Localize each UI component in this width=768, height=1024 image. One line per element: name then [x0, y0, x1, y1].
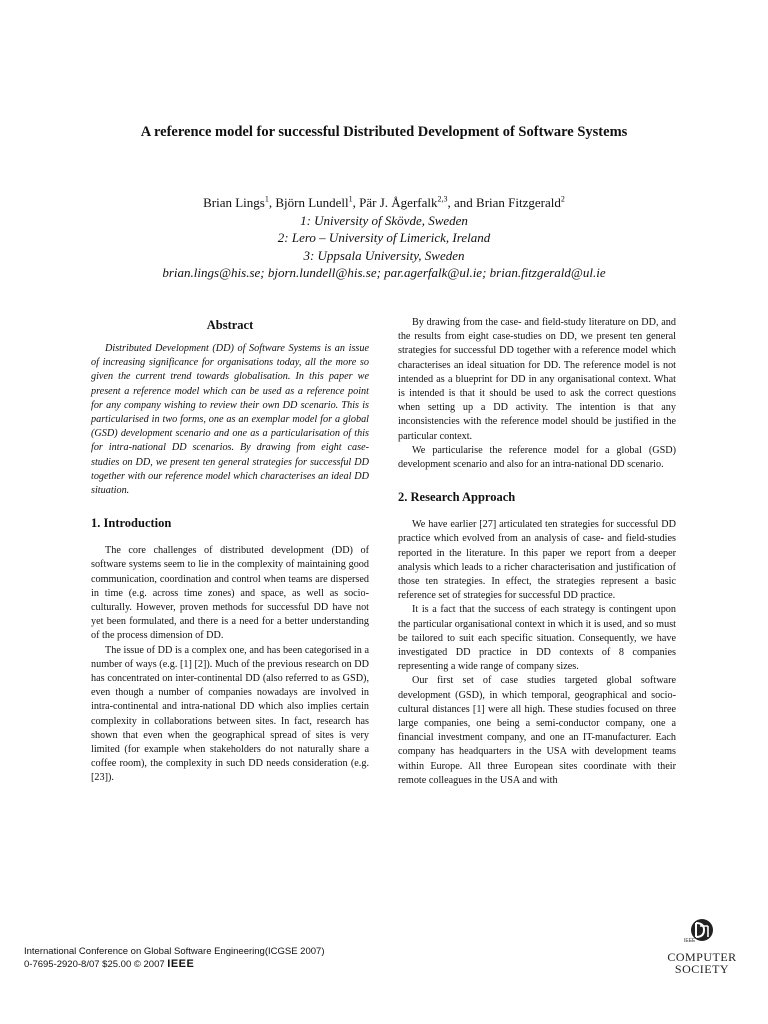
computer-society-emblem-icon	[660, 916, 744, 946]
abstract-text: Distributed Development (DD) of Software Systems is an issue of increasing significance for organisations today, all the more so given the current trend towards globalisation. In this paper we present a reference model which can be used as a reference point for any company wishing to review their own DD scenario. This is particularised in two forms, one as an exemplar model for a global (GSD) development scenario and one as a particularisation of this for intra-national DD scenarios. By drawing from eight case-studies on DD, we present ten general strategies for successful DD together with our reference model which characterises an ideal DD situation.	[91, 343, 369, 497]
research-paragraph-2: It is a fact that the success of each strategy is contingent upon the particular organisational context in which it is used, and so must be tailored to suit each specific situation. Consequently, we have investigated DD practice in DD contexts of 8 companies representing a wide range of company sizes.	[398, 604, 676, 673]
affiliation-3: 3: Uppsala University, Sweden	[303, 247, 465, 263]
left-column	[91, 316, 369, 786]
right-column	[398, 316, 676, 788]
abstract-heading: Abstract	[206, 318, 254, 332]
introduction-heading: 1. Introduction	[91, 516, 172, 531]
author-affiliation-marker: 1	[264, 194, 269, 204]
author-affiliation-marker: 2	[560, 194, 565, 204]
author-separator: ,	[268, 195, 276, 210]
affiliation-1: 1: University of Skövde, Sweden	[300, 212, 468, 228]
footer-conference: International Conference on Global Software Engineering(ICGSE 2007)	[24, 946, 325, 957]
intro-continued-paragraph-1: By drawing from the case- and field-study literature on DD, and the results from eight case-studies on DD, we present ten general strategies for successful DD together with a reference model which characterises an ideal situation for DD. The reference model is not intended as a blueprint for DD in any organisational context. What is intended is that it should be used to ask the correct questions when setting up a DD activity. The intention is that any inconsistencies with the reference model should be justified in the particular context.	[398, 317, 676, 442]
author-affiliation-marker: 1	[348, 194, 353, 204]
author-separator: , and	[447, 195, 477, 210]
paper-title: A reference model for successful Distributed Development of Software Systems	[140, 124, 628, 140]
author-name: Björn Lundell	[275, 195, 349, 210]
author-name: Brian Lings	[203, 195, 265, 210]
author-block	[60, 194, 708, 282]
intro-paragraph-2: The issue of DD is a complex one, and has been categorised in a number of ways (e.g. [1] [2]). Much of the previous research on DD has concentrated on inter-continental DD (also referred to as GSD), even though a number of companies nowadays are involved in intra-continental and intra-national DD which also implies certain complexity in collaborations between sites. In fact, research has shown that even when the geographical spread of sites is very limited (for example when stakeholders do not naturally share a coffee room), the complexity in such DD needs consideration (e.g. [23]).	[91, 644, 369, 784]
author-emails: brian.lings@his.se; bjorn.lundell@his.se; par.agerfalk@ul.ie; brian.fitzgerald@ul.ie	[162, 265, 606, 280]
computer-society-logo	[660, 916, 744, 976]
ieee-logo-text: IEEE	[167, 958, 195, 970]
footer-isbn: 0-7695-2920-8/07 $25.00 © 2007	[24, 959, 165, 970]
research-approach-heading: 2. Research Approach	[398, 490, 516, 505]
author-separator: ,	[352, 195, 360, 210]
logo-small-text: IEEE	[684, 938, 696, 944]
intro-continued-paragraph-2: We particularise the reference model for a global (GSD) development scenario and also for an intra-national DD scenario.	[398, 444, 676, 471]
author-affiliation-marker: 2,3	[437, 194, 448, 204]
author-name: Pär J. Ågerfalk	[359, 195, 438, 210]
intro-paragraph-1: The core challenges of distributed development (DD) of software systems seem to lie in the complexity of maintaining good communication, coordination and control when teams are dispersed in time (e.g. across time zones) and space, as well as socio-culturally. However, proven methods for successful DD have not yet been formulated, and there is a need for a better understanding of the process dimension of DD.	[91, 545, 369, 642]
logo-line-computer: COMPUTER	[667, 950, 737, 964]
research-paragraph-3: Our first set of case studies targeted global software development (GSD), in which temporal, geographical and socio-cultural distances [1] were all high. These studies focused on three large companies, one being a semi-conductor company, one a financial investment company, and one an IT-manufacturer. Each company has headquarters in the USA with development teams within Europe. All three European sites coordinate with their remote colleagues in the USA and with	[398, 675, 676, 786]
affiliation-2: 2: Lero – University of Limerick, Ireland	[277, 230, 491, 245]
footer-copyright	[24, 958, 464, 971]
author-list	[60, 194, 708, 212]
author-name: Brian Fitzgerald	[476, 195, 561, 210]
footer-conference-info	[24, 946, 464, 971]
logo-line-society: SOCIETY	[674, 962, 730, 976]
research-paragraph-1: We have earlier [27] articulated ten strategies for successful DD practice which evolved from an analysis of case- and field-studies reported in the literature. In this paper we report from a deeper analysis which leads to a richer characterisation and justification of those ten strategies. In effect, the strategies represent a basic reference set of strategies for successful DD practice.	[398, 519, 676, 602]
